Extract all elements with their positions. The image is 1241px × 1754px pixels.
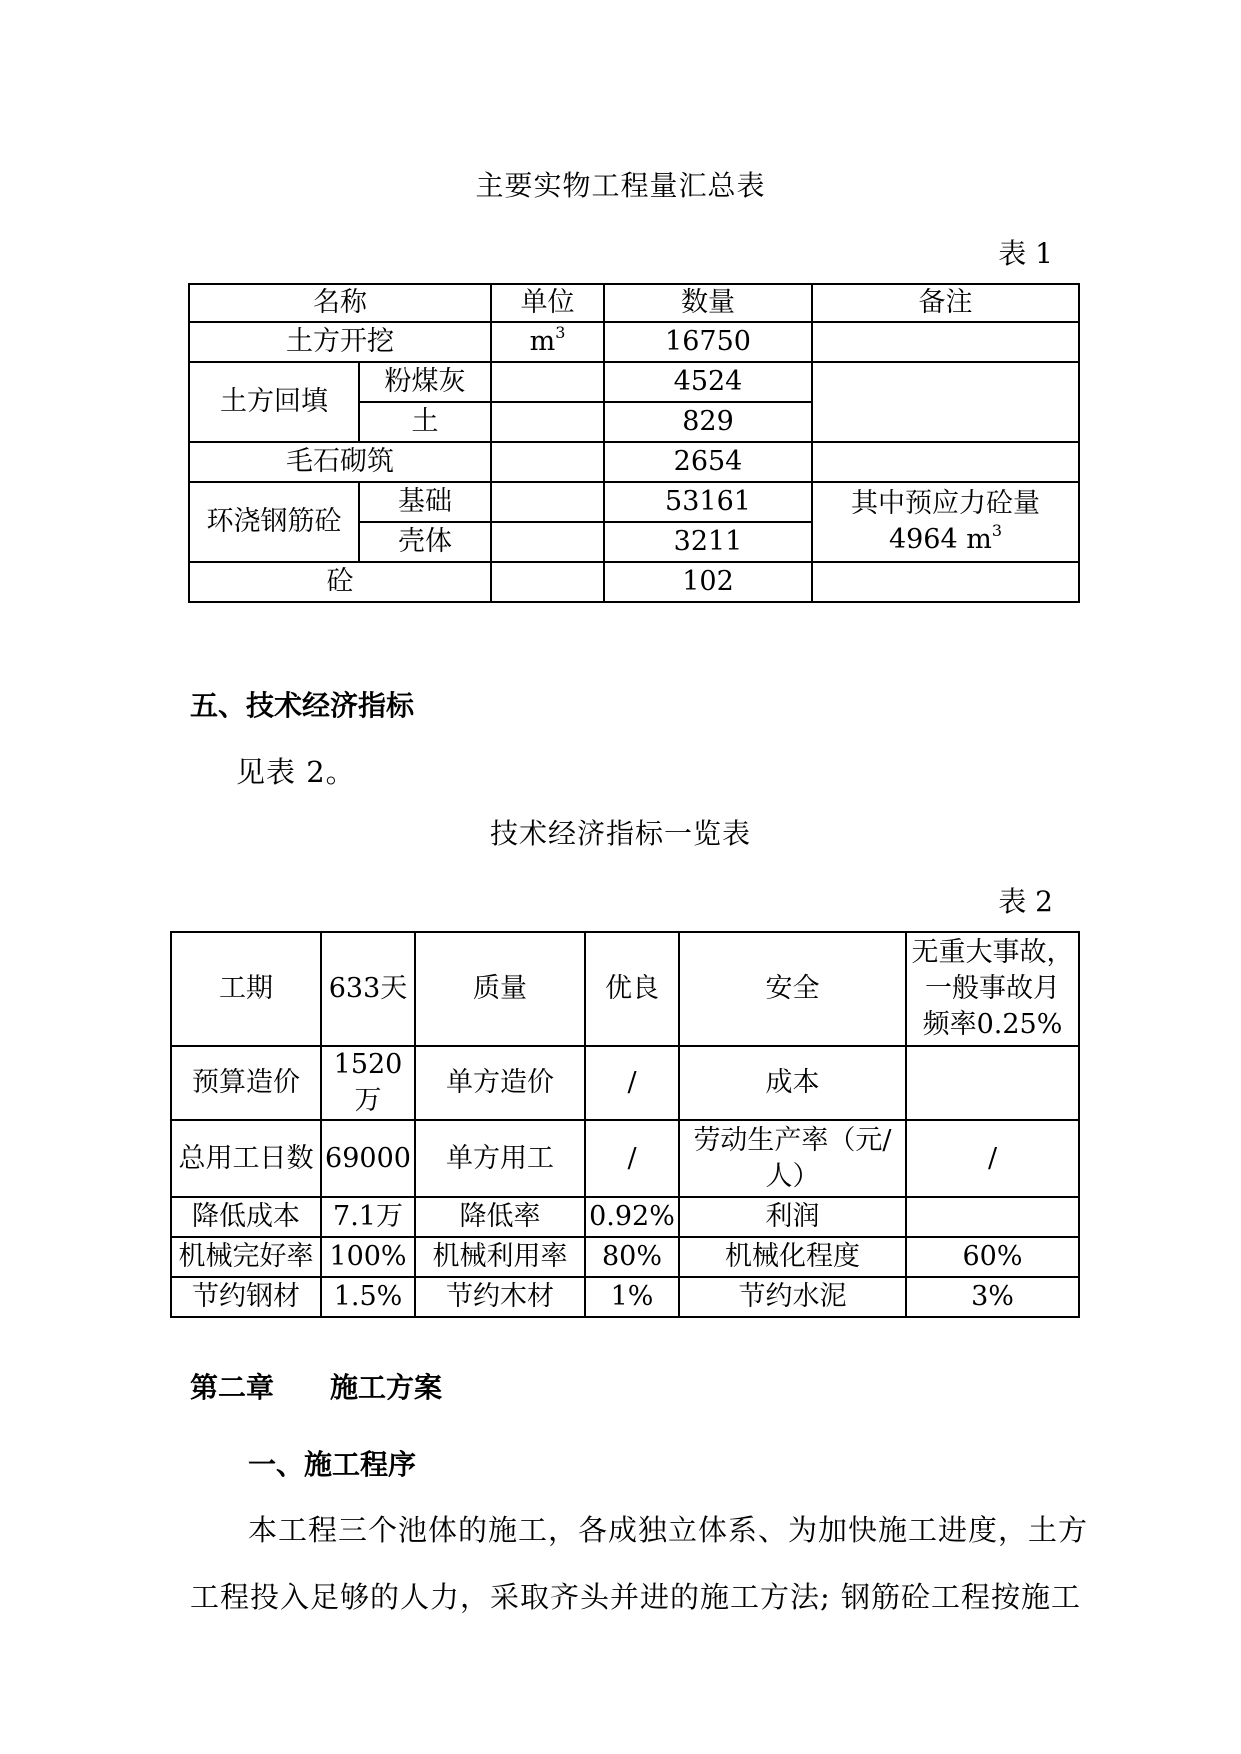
cell: / [906, 1120, 1079, 1197]
paragraph-line: 本工程三个池体的施工，各成独立体系、为加快施工进度，土方 [248, 1513, 1089, 1547]
cell-name: 土方回填 [189, 362, 359, 442]
cell-unit: $m^3$ [491, 322, 604, 362]
quantity-summary-table [188, 283, 1080, 603]
cell-unit [491, 442, 604, 482]
cell: 80% [585, 1237, 679, 1277]
cell-subname: 壳体 [359, 522, 491, 562]
cell-unit [491, 402, 604, 442]
cell: 成本 [679, 1046, 906, 1120]
cell: 总用工日数 [171, 1120, 321, 1197]
table2-label: 表 2 [998, 885, 1053, 918]
cell-qty: 829 [604, 402, 812, 442]
cell: 1% [585, 1277, 679, 1317]
cell: 7.1万 [321, 1197, 415, 1237]
cell-qty: 102 [604, 562, 812, 602]
header-note: 备注 [812, 284, 1079, 322]
table-row [171, 1120, 1079, 1197]
cell-qty: 4524 [604, 362, 812, 402]
cell-name: 毛石砌筑 [189, 442, 491, 482]
cell: 机械利用率 [415, 1237, 585, 1277]
header-unit: 单位 [491, 284, 604, 322]
cell: 降低率 [415, 1197, 585, 1237]
table-row [171, 932, 1079, 1046]
header-qty: 数量 [604, 284, 812, 322]
cell: 633天 [321, 932, 415, 1046]
cell-subname: 粉煤灰 [359, 362, 491, 402]
cell-note [812, 562, 1079, 602]
table-row [171, 1237, 1079, 1277]
section-heading: 五、技术经济指标 [190, 689, 415, 722]
cell-name: 砼 [189, 562, 491, 602]
table1-title: 主要实物工程量汇总表 [475, 169, 766, 202]
cell: 机械化程度 [679, 1237, 906, 1277]
table-header-row [189, 284, 1079, 322]
cell: 安全 [679, 932, 906, 1046]
cell [906, 1197, 1079, 1237]
paragraph-line: 工程投入足够的人力，采取齐头并进的施工方法; 钢筋砼工程按施工 [190, 1580, 1081, 1614]
cell: 降低成本 [171, 1197, 321, 1237]
cell-qty: 53161 [604, 482, 812, 522]
cell-note [812, 322, 1079, 362]
table-row [189, 562, 1079, 602]
cell-note [812, 362, 1079, 442]
table1-label: 表 1 [998, 237, 1053, 270]
table-row [189, 322, 1079, 362]
cell-note [812, 442, 1079, 482]
header-name: 名称 [189, 284, 491, 322]
cell: 无重大事故， 一般事故月 频率0.25% [906, 932, 1079, 1046]
cell-qty: 16750 [604, 322, 812, 362]
cell: 1.5% [321, 1277, 415, 1317]
cell-unit [491, 522, 604, 562]
table2-title: 技术经济指标一览表 [489, 817, 751, 850]
cell-qty: 2654 [604, 442, 812, 482]
table-row [189, 442, 1079, 482]
cell: 单方造价 [415, 1046, 585, 1120]
cell: 机械完好率 [171, 1237, 321, 1277]
table-row [171, 1197, 1079, 1237]
cell-qty: 3211 [604, 522, 812, 562]
cell: 工期 [171, 932, 321, 1046]
cell-note [812, 482, 1079, 562]
cell: 单方用工 [415, 1120, 585, 1197]
cell: / [585, 1046, 679, 1120]
cell-subname: 基础 [359, 482, 491, 522]
cell: 1520万 [321, 1046, 415, 1120]
cell: 100% [321, 1237, 415, 1277]
tech-economic-table [170, 931, 1080, 1318]
table-row [171, 1046, 1079, 1120]
cell: 节约钢材 [171, 1277, 321, 1317]
cell: 预算造价 [171, 1046, 321, 1120]
cell-name: 土方开挖 [189, 322, 491, 362]
cell: 0.92% [585, 1197, 679, 1237]
cell-subname: 土 [359, 402, 491, 442]
cell: 利润 [679, 1197, 906, 1237]
cell: 3% [906, 1277, 1079, 1317]
cell-unit [491, 362, 604, 402]
note-line1: 其中预应力砼量 [851, 488, 1040, 519]
cell: 60% [906, 1237, 1079, 1277]
cell: 劳动生产率（元/ 人） [679, 1120, 906, 1197]
cell: 节约木材 [415, 1277, 585, 1317]
cell [906, 1046, 1079, 1120]
cell-unit [491, 482, 604, 522]
cell: 69000 [321, 1120, 415, 1197]
table-row [189, 482, 1079, 522]
cell: 优良 [585, 932, 679, 1046]
cell: 质量 [415, 932, 585, 1046]
chapter-title: 第二章 施工方案 [190, 1371, 443, 1404]
cell: 节约水泥 [679, 1277, 906, 1317]
table-row [189, 362, 1079, 402]
cell-unit [491, 562, 604, 602]
cell-name: 环浇钢筋砼 [189, 482, 359, 562]
note-line2: 4964 $m^3$ [888, 521, 1003, 555]
table-row [171, 1277, 1079, 1317]
section-heading: 一、施工程序 [248, 1448, 417, 1481]
cell: / [585, 1120, 679, 1197]
section-text: 见表 2。 [236, 755, 356, 789]
